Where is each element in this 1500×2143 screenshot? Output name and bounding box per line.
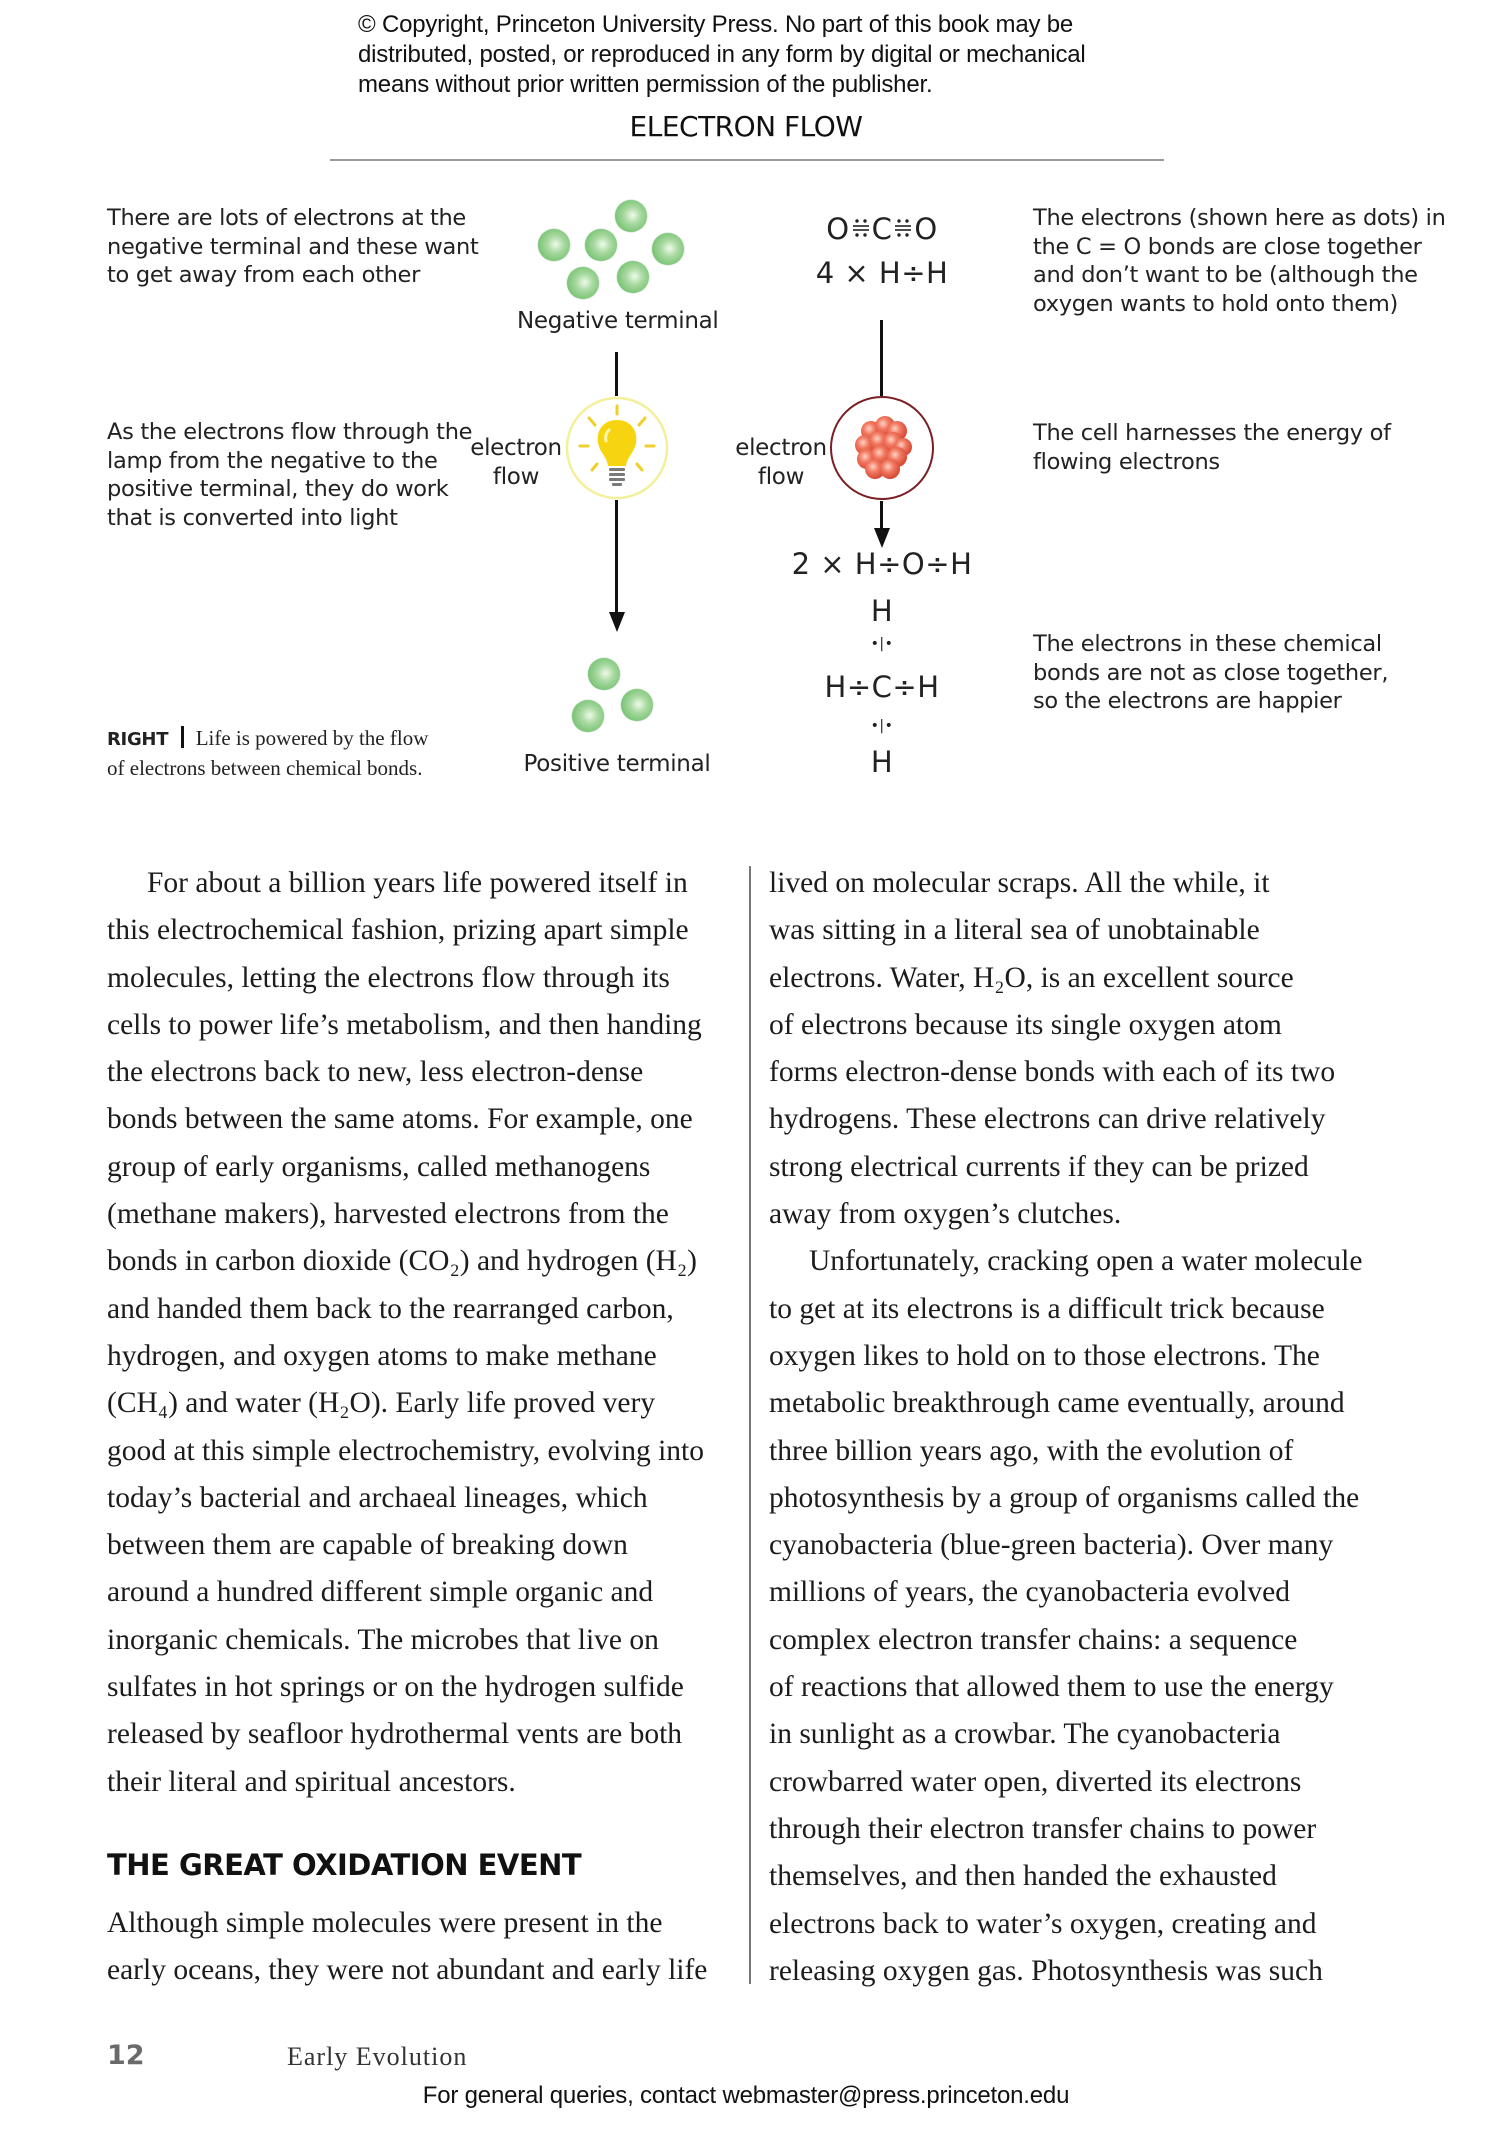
electron-icon [652,233,684,265]
electron-flow-label-right [731,434,831,492]
multiplier: 2 × [791,547,846,581]
single-bond-icon: ÷ [925,547,951,581]
text-line: Although simple molecules were present in the [107,1907,663,1939]
caption-line: to get away from each other [107,262,421,288]
electron-icon [572,700,604,732]
copyright-line: means without prior written permission of the publisher. [358,71,933,98]
caption-line: The cell harnesses the energy of [1033,420,1391,446]
text-line: Unfortunately, cracking open a water molecule [809,1245,1363,1278]
text-line: (CH₄) and water (H₂O). Early life proved very [107,1387,656,1420]
text-line: oxygen likes to hold on to those electrons. The [769,1339,1320,1372]
text-line: electrons. Water, H₂O, is an excellent source [769,961,1294,994]
text-line: the electrons back to new, less electron-dense [107,1056,644,1089]
text-line: metabolic breakthrough came eventually, around [769,1387,1345,1420]
negative-terminal-label: Negative terminal [517,308,719,334]
caption-line: As the electrons flow through the [107,419,473,445]
label-line: flow [757,464,805,490]
text-line: inorganic chemicals. The microbes that live on [107,1623,659,1656]
caption-text: of electrons between chemical bonds. [107,756,423,780]
text-line: strong electrical currents if they can be prized [769,1150,1309,1183]
methane-middle-row [782,670,982,704]
wire-line [880,501,883,531]
text-line: was sitting in a literal sea of unobtainable [769,914,1260,947]
label-line: flow [492,464,540,490]
column-divider [749,866,751,1984]
text-line: complex electron transfer chains: a sequence [769,1623,1298,1656]
text-line: forms electron-dense bonds with each of its two [769,1056,1336,1089]
text-line: between them are capable of breaking down [107,1529,628,1562]
text-line: hydrogen, and oxygen atoms to make methane [107,1339,657,1372]
caption-line: The electrons in these chemical [1033,631,1382,657]
label-line: electron [735,435,827,461]
wire-line [615,500,618,615]
caption-lamp [107,418,472,532]
electron-icon [538,229,570,261]
text-line: and handed them back to the rearranged carbon, [107,1292,674,1325]
atom-h: H [917,670,940,704]
body-left-column-continued [107,1900,737,1995]
electron-icon [617,261,649,293]
caption-line: There are lots of electrons at the [107,205,466,231]
caption-negative-terminal [107,204,479,290]
wire-line [615,352,618,396]
atom-h: H [870,745,894,779]
text-line: of reactions that allowed them to use the energy [769,1671,1334,1704]
text-line: away from oxygen’s clutches. [769,1198,1122,1231]
text-line: molecules, letting the electrons flow through its [107,961,670,994]
atom-o: O [826,212,850,246]
label-line: electron [470,435,562,461]
atom-o: O [914,212,938,246]
text-line: electrons back to water’s oxygen, creating and [769,1907,1317,1940]
caption-line: and don’t want to be (although the [1033,262,1418,288]
atom-h: H [926,256,949,290]
arrow-down-icon [874,528,890,548]
text-line: their literal and spiritual ancestors. [107,1765,516,1798]
atom-h: H [824,670,847,704]
text-line: group of early organisms, called methanogens [107,1150,651,1183]
caption-line: oxygen wants to hold onto them) [1033,290,1398,317]
text-line: photosynthesis by a group of organisms called the [769,1481,1360,1514]
single-bond-icon: ÷ [877,547,902,581]
caption-co2-bonds [1033,204,1446,318]
atom-h: H [878,256,902,290]
text-line: lived on molecular scraps. All the while, it [769,867,1270,899]
caption-label: RIGHT [107,729,169,750]
atom-h: H [950,547,973,581]
page-number: 12 [107,2040,145,2071]
caption-line: negative terminal and these want [107,233,479,260]
text-line: cells to power life’s metabolism, and then handing [107,1008,702,1041]
electron-icon [615,200,647,232]
text-line: bonds in carbon dioxide (CO₂) and hydrogen (H₂) [107,1245,697,1278]
electron-icon [588,658,620,690]
body-left-column [107,860,737,1806]
text-line: through their electron transfer chains to power [769,1812,1317,1845]
arrow-down-icon [609,612,625,632]
cell-icon [829,395,935,501]
single-bond-icon: ÷ [901,256,926,290]
caption-text: Life is powered by the flow [195,726,429,750]
formula-h2 [782,256,982,290]
body-right-column [769,860,1409,1995]
text-line: released by seafloor hydrothermal vents are both [107,1718,683,1751]
formula-water [782,547,982,581]
text-line: For about a billion years life powered itself in [147,867,688,899]
electron-icon [621,689,653,721]
vertical-bond-icon: •|• [870,636,894,652]
text-line: of electrons because its single oxygen atom [769,1008,1282,1041]
running-head: Early Evolution [287,2042,468,2071]
atom-h: H [854,547,878,581]
figure-title-rule [330,159,1164,161]
single-bond-icon: ÷ [846,670,872,704]
caption-line: the C = O bonds are close together [1033,233,1422,260]
text-line: sulfates in hot springs or on the hydrogen sulfide [107,1671,684,1704]
figure-title: ELECTRON FLOW [629,110,863,143]
double-bond-icon [892,213,914,242]
text-line: themselves, and then handed the exhausted [769,1860,1277,1893]
double-bond-icon [850,213,872,242]
text-line: hydrogens. These electrons can drive relatively [769,1103,1326,1136]
electron-flow-label-left [466,434,566,492]
copyright-line: distributed, posted, or reproduced in any form by digital or mechanical [358,41,1086,68]
caption-happier-electrons [1033,630,1388,716]
copyright-line: © Copyright, Princeton University Press. No part of this book may be [358,11,1074,38]
caption-line: bonds are not as close together, [1033,659,1389,686]
electron-icon [567,267,599,299]
text-line: today’s bacterial and archaeal lineages, which [107,1481,648,1514]
text-line: bonds between the same atoms. For example, one [107,1103,693,1136]
wire-line [880,320,883,396]
caption-separator [181,726,184,748]
text-line: (methane makers), harvested electrons from the [107,1198,669,1231]
caption-cell-energy [1033,419,1391,476]
caption-line: lamp from the negative to the [107,447,438,474]
text-line: millions of years, the cyanobacteria evolved [769,1576,1290,1609]
electron-icon [585,229,617,261]
multiplier: 4 × [815,256,870,290]
text-line: releasing oxygen gas. Photosynthesis was such [769,1954,1323,1987]
formula-co2 [782,212,982,246]
caption-line: flowing electrons [1033,448,1220,475]
copyright-notice [358,10,1178,100]
caption-line: The electrons (shown here as dots) in [1033,205,1446,231]
text-line: to get at its electrons is a difficult trick because [769,1292,1325,1325]
atom-c: C [871,670,893,704]
vertical-bond-icon: •|• [870,718,894,734]
text-line: three billion years ago, with the evolution of [769,1434,1294,1467]
positive-terminal-label: Positive terminal [523,751,711,777]
text-line: in sunlight as a crowbar. The cyanobacteria [769,1718,1281,1751]
caption-line: so the electrons are happier [1033,688,1342,714]
atom-c: C [871,212,893,246]
text-line: early oceans, they were not abundant and early life [107,1954,708,1987]
text-line: good at this simple electrochemistry, evolving into [107,1434,704,1467]
figure-caption [107,724,428,783]
single-bond-icon: ÷ [892,670,918,704]
text-line: this electrochemical fashion, prizing apart simple [107,914,689,947]
text-line: around a hundred different simple organic and [107,1576,654,1609]
section-heading: THE GREAT OXIDATION EVENT [107,1848,582,1882]
caption-line: positive terminal, they do work [107,476,449,502]
text-line: crowbarred water open, diverted its electrons [769,1765,1302,1798]
atom-h: H [870,594,894,628]
contact-notice: For general queries, contact webmaster@press.princeton.edu [422,2082,1070,2109]
caption-line: that is converted into light [107,504,398,531]
atom-o: O [901,547,926,581]
text-line: cyanobacteria (blue-green bacteria). Over many [769,1529,1334,1562]
lightbulb-icon [565,396,669,500]
